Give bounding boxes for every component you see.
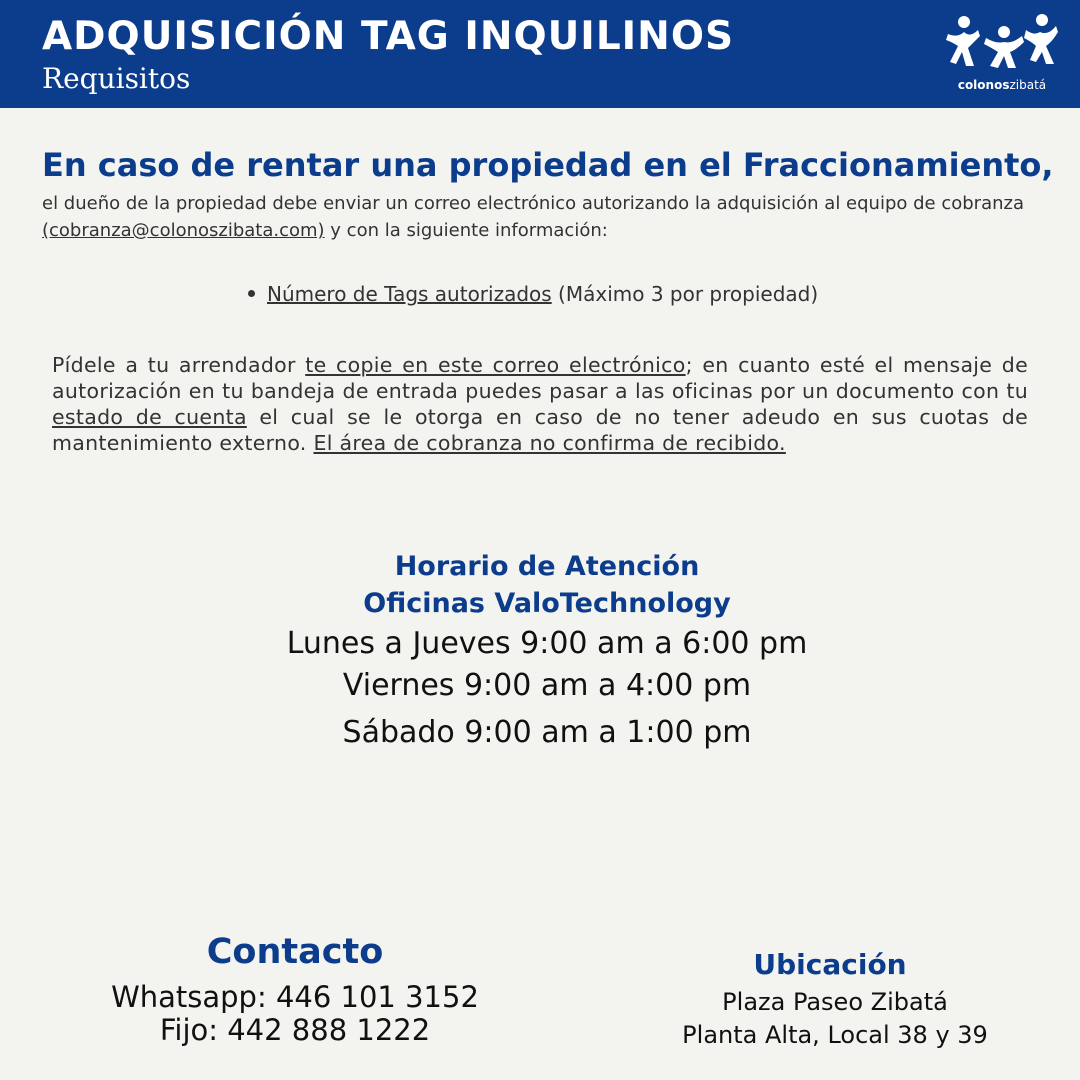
no-confirmation-note[interactable]: El área de cobranza no confirma de recibido. (313, 431, 786, 455)
people-cheering-icon (944, 12, 1060, 72)
copy-email-link[interactable]: te copie en este correo electrónico (305, 353, 686, 377)
account-statement-link[interactable]: estado de cuenta (52, 405, 247, 429)
hours-title: Horario de Atención Oficinas ValoTechnology (363, 551, 731, 619)
bullet-dot-icon (248, 290, 255, 297)
list-item: Número de Tags autorizados (Máximo 3 por propiedad) (248, 282, 818, 306)
hours-line: Viernes 9:00 am a 4:00 pm (342, 668, 752, 703)
tags-authorized-link[interactable]: Número de Tags autorizados (267, 282, 552, 306)
email-link[interactable]: (cobranza@colonoszibata.com) (42, 220, 325, 241)
whatsapp-number[interactable]: Whatsapp: 446 101 3152 (111, 980, 479, 1014)
phone-number[interactable]: Fijo: 442 888 1222 (159, 1013, 431, 1047)
contact-title: Contacto (206, 932, 384, 972)
intro-text: el dueño de la propiedad debe enviar un correo electrónico autorizando la adquisición al equipo de cobranza (cobranza@colonoszibata.com) y con la siguiente información: (42, 193, 1025, 241)
location-title: Ubicación (753, 948, 907, 981)
location-line: Plaza Paseo Zibatá (722, 988, 948, 1016)
instructions-paragraph: Pídele a tu arrendador te copie en este correo electrónico; en cuanto esté el mensaje de autorización en tu bandeja de entrada puedes pasar a las oficinas por un documento con tu estado de cuenta el cual se le otorga en caso de no tener adeudo en sus cuotas de mantenimiento externo. El área de cobranza no confirma de recibido. (52, 353, 1028, 455)
logo-text: colonoszibatá (957, 78, 1047, 92)
page-title: ADQUISICIÓN TAG INQUILINOS (42, 14, 735, 59)
location-line: Planta Alta, Local 38 y 39 (682, 1021, 988, 1049)
hours-line: Lunes a Jueves 9:00 am a 6:00 pm (286, 626, 808, 661)
header-banner (0, 0, 1080, 108)
hours-line: Sábado 9:00 am a 1:00 pm (342, 715, 752, 750)
page-subtitle: Requisitos (42, 62, 191, 95)
intro-heading: En caso de rentar una propiedad en el Fraccionamiento, (42, 146, 1054, 184)
colonos-zibata-logo (940, 12, 1064, 98)
